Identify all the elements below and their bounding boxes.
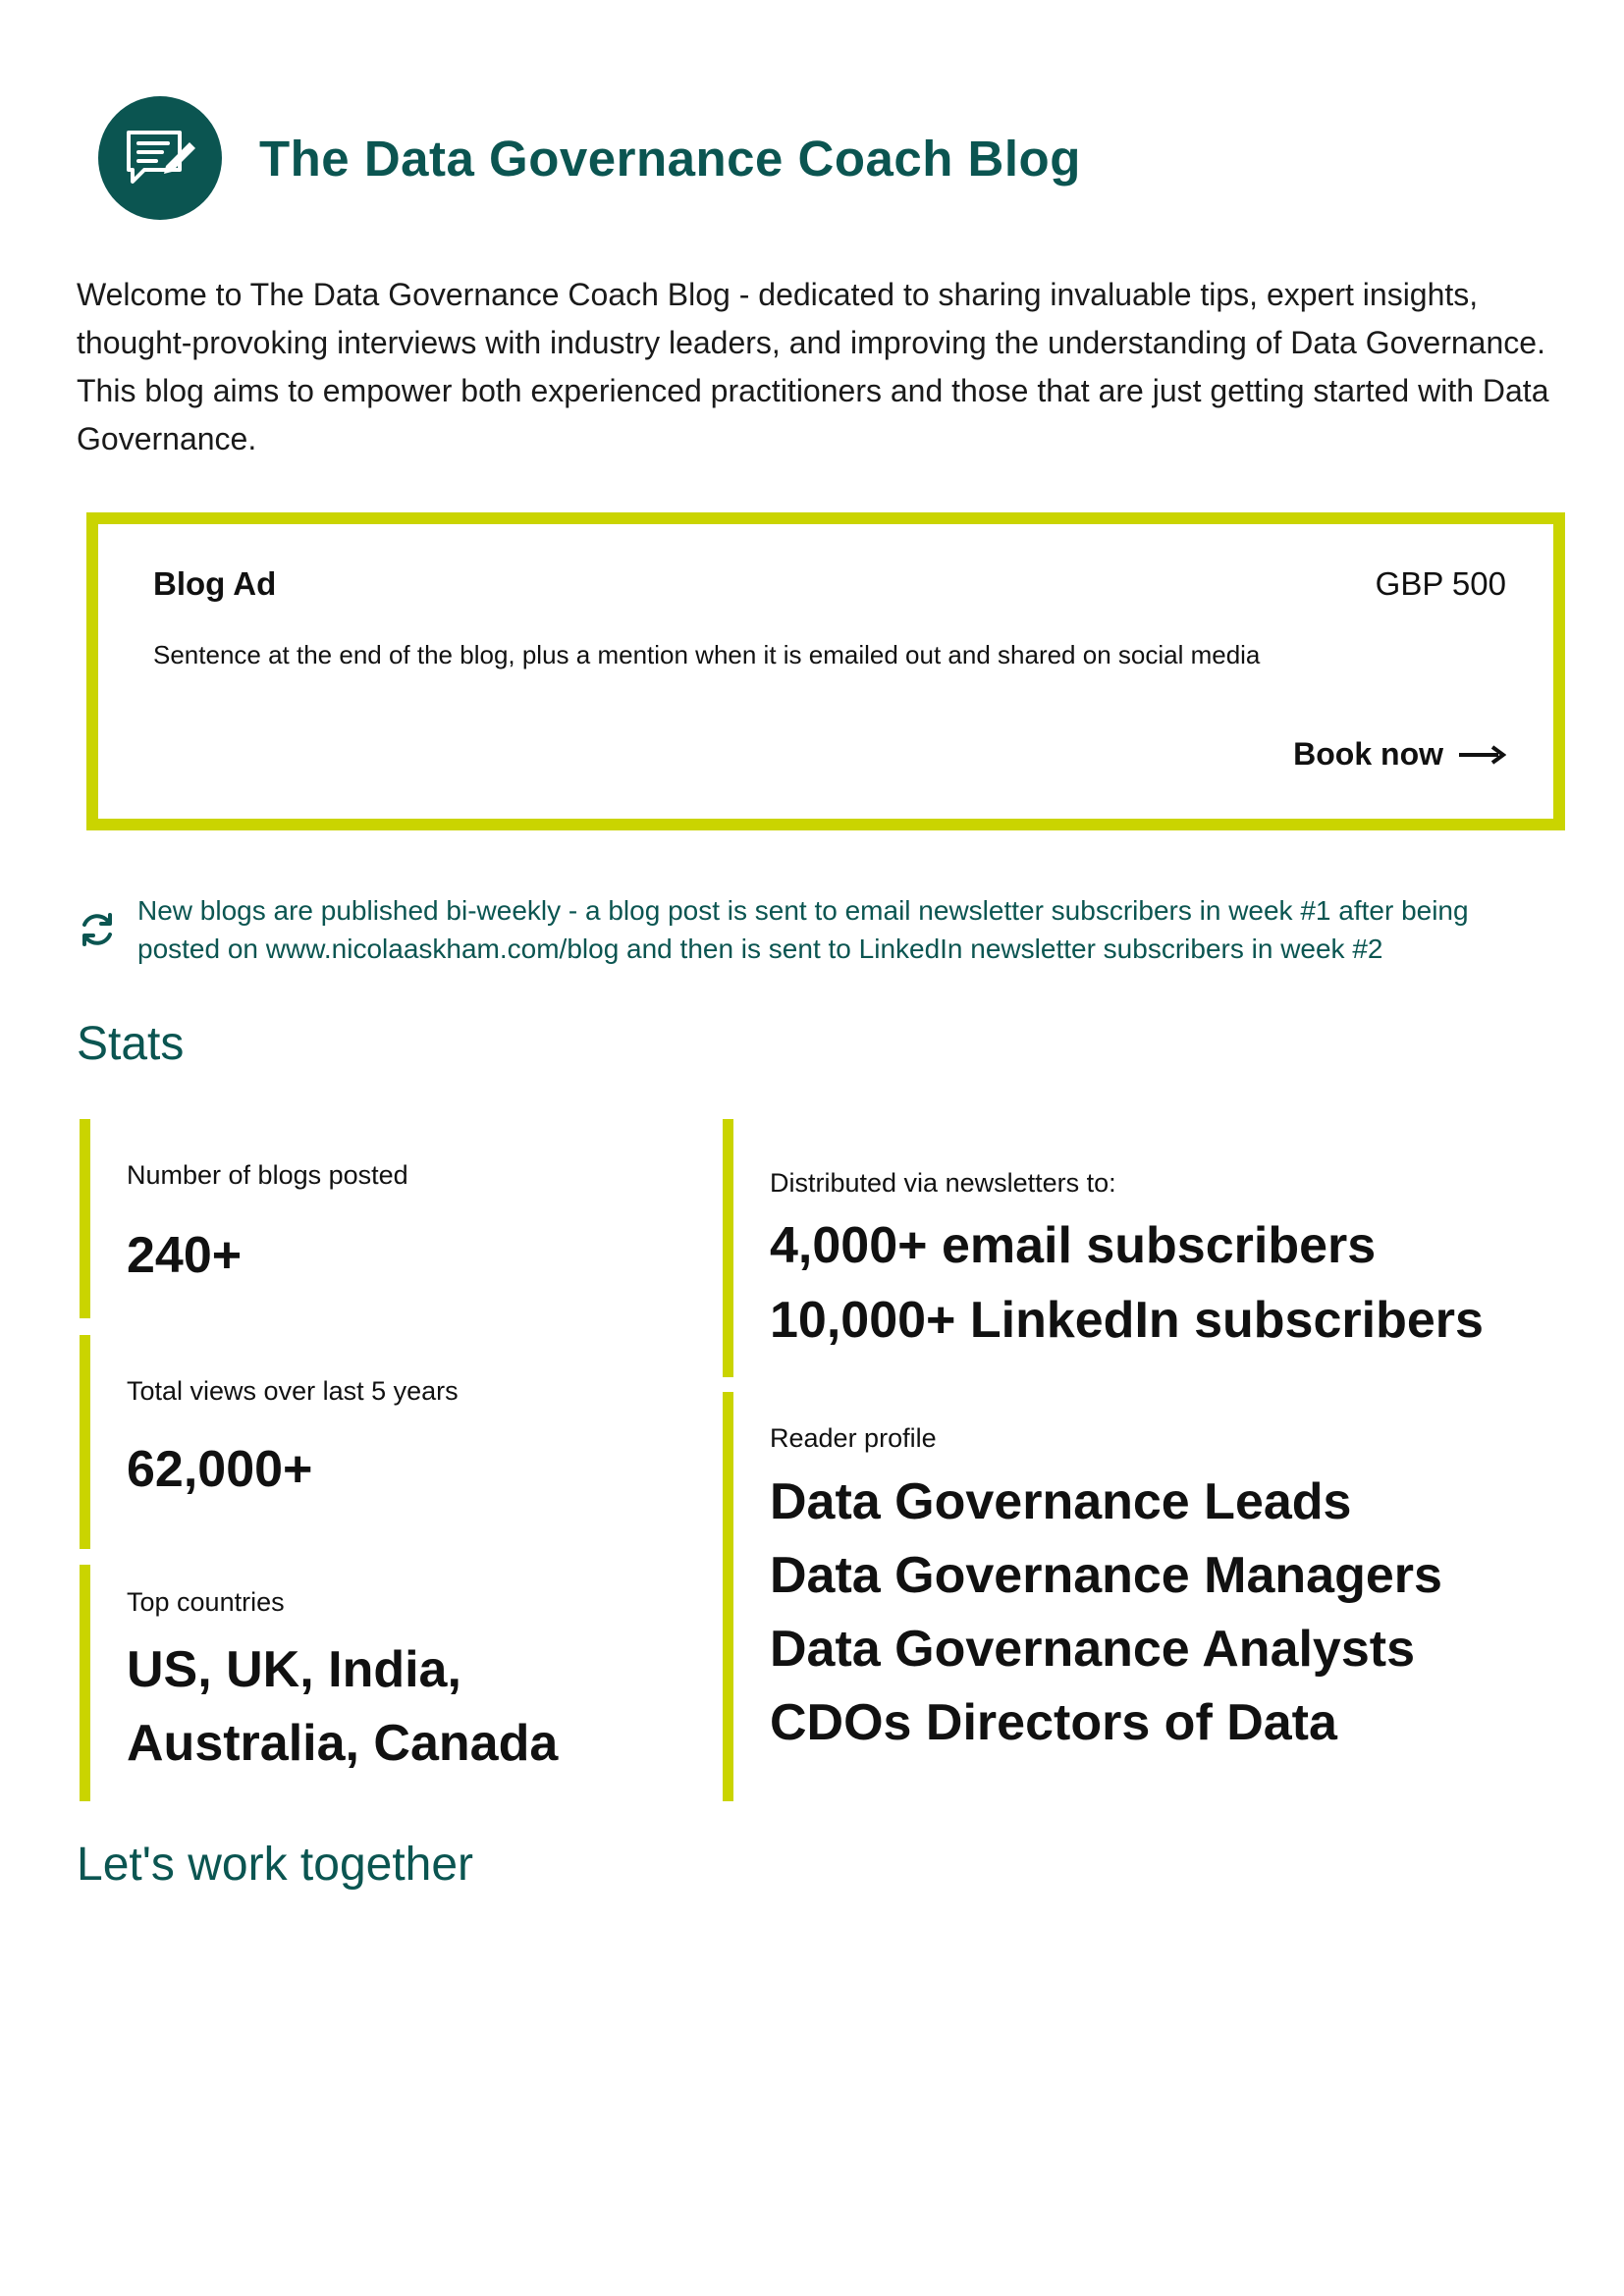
reader-profile-item: Data Governance Leads: [770, 1473, 1352, 1530]
stat-label: Number of blogs posted: [127, 1160, 408, 1190]
stat-value-line-2: 10,000+ LinkedIn subscribers: [770, 1292, 1484, 1349]
intro-paragraph: Welcome to The Data Governance Coach Blog - dedicated to sharing invaluable tips, expert insights, thought-provoking interviews with industry leaders, and improving the understanding of Data Governance. This blog aims to empower both experienced practitioners and those that are just getting started with Data Governance.: [77, 277, 1549, 456]
reader-profile-item: Data Governance Managers: [770, 1547, 1442, 1604]
publishing-notice: [77, 891, 1569, 968]
stat-value: 240+: [127, 1227, 243, 1284]
reader-profile-item: CDOs Directors of Data: [770, 1694, 1337, 1751]
blog-post-icon: [123, 127, 197, 189]
stat-label: Top countries: [127, 1587, 285, 1617]
stat-value-line-1: 4,000+ email subscribers: [770, 1217, 1377, 1274]
page-header: [98, 96, 1081, 220]
stat-value: 62,000+: [127, 1441, 313, 1498]
stat-reader-profile: [723, 1392, 1547, 1801]
page-title: The Data Governance Coach Blog: [259, 130, 1081, 187]
book-now-button[interactable]: [1293, 736, 1506, 773]
stat-distribution: [723, 1119, 1547, 1377]
stat-label: Total views over last 5 years: [127, 1376, 459, 1406]
work-together-heading: Let's work together: [77, 1839, 474, 1891]
stat-value-line-2: Australia, Canada: [127, 1715, 559, 1772]
refresh-icon-wrap: [77, 909, 122, 950]
refresh-icon: [77, 909, 118, 950]
blog-logo: [98, 96, 222, 220]
notice-text: [137, 891, 1469, 968]
stats-heading: Stats: [77, 1018, 185, 1070]
stat-value-line-1: US, UK, India,: [127, 1641, 461, 1698]
notice-line-1: New blogs are published bi-weekly - a blog post is sent to email newsletter subscribers in week #1 after being: [137, 895, 1469, 926]
ad-title: Blog Ad: [153, 565, 277, 602]
arrow-right-icon: [1457, 744, 1506, 766]
ad-description: Sentence at the end of the blog, plus a mention when it is emailed out and shared on social media: [153, 640, 1261, 669]
book-now-label: Book now: [1293, 736, 1443, 772]
stat-blogs-posted: [80, 1119, 708, 1318]
stat-label: Distributed via newsletters to:: [770, 1168, 1116, 1198]
stat-total-views: [80, 1335, 708, 1549]
stat-label: Reader profile: [770, 1423, 937, 1453]
stat-top-countries: [80, 1565, 708, 1801]
blog-ad-card: [86, 512, 1565, 830]
reader-profile-item: Data Governance Analysts: [770, 1621, 1416, 1678]
notice-line-2: posted on www.nicolaaskham.com/blog and then is sent to LinkedIn newsletter subscribers in week #2: [137, 934, 1383, 964]
ad-price: GBP 500: [1375, 565, 1506, 602]
